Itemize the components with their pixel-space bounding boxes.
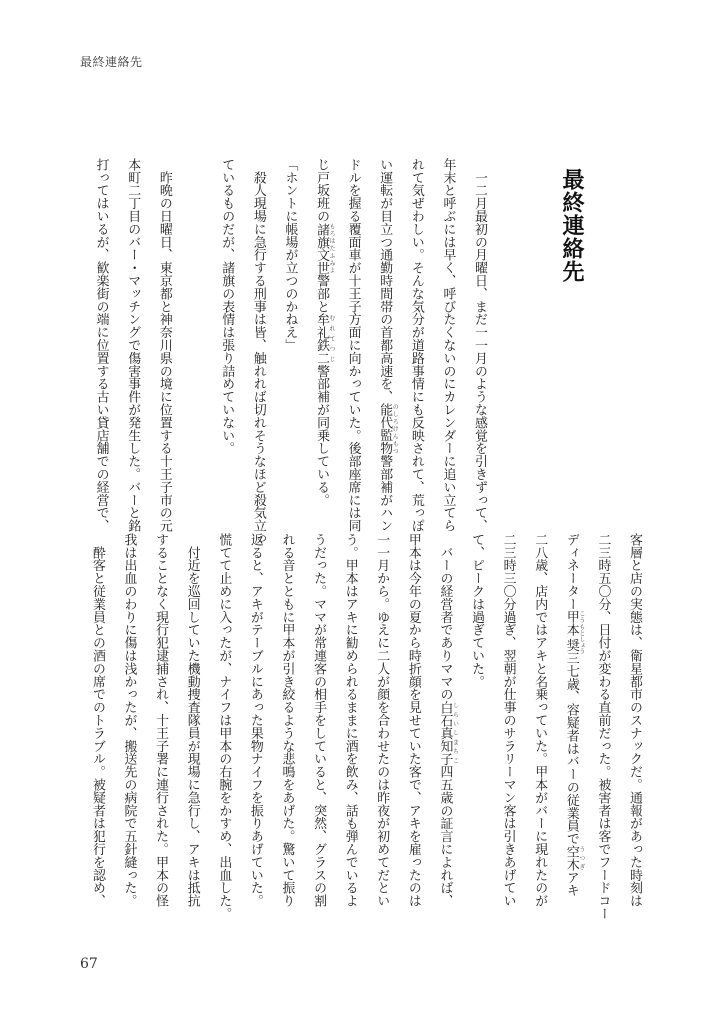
text-run: 昨晩の日曜日、東京都と神奈川県の境に位置する十王子市の元 — [156, 158, 172, 533]
text-column — [145, 533, 177, 908]
ruby-reading: こうもと — [577, 610, 585, 637]
text-column — [334, 533, 366, 908]
ruby-annotated-word — [314, 312, 336, 365]
text-column — [302, 533, 334, 908]
ruby-base: 諸旗文世 — [314, 222, 330, 275]
text-column — [429, 533, 461, 908]
text-column — [239, 533, 271, 908]
ruby-base: 甲本 — [563, 610, 579, 637]
text-run: 本町二丁目のバー・マッチングで傷害事件が発生した。バーと銘 — [125, 158, 141, 533]
text-column — [337, 158, 369, 533]
ruby-reading: しらいしまちこ — [451, 700, 459, 766]
text-column — [148, 158, 180, 533]
chapter-title: 最終連絡先 — [559, 168, 585, 283]
text-run: れる音とともに甲本が引き絞るような悲鳴をあげた。驚いて振り — [279, 533, 295, 908]
ruby-reading: うつぎ — [577, 845, 585, 871]
text-run: 二三時三〇分過ぎ、翌朝が仕事のサラリーマン客は引きあげてい — [500, 533, 516, 908]
text-run: じ戸坂班の — [314, 158, 330, 223]
text-run: バーの経営者でありママの — [437, 533, 453, 701]
text-column — [460, 533, 492, 905]
text-run: て、ピークは過ぎていた。 — [469, 533, 485, 688]
ruby-reading: むれてつじ — [328, 312, 336, 365]
text-run: 一二月最初の月曜日、まだ一一月のような感覚を引きずって、 — [472, 158, 487, 533]
text-run: アキ — [563, 870, 579, 897]
text-column — [176, 533, 208, 908]
text-run: 付近を巡回していた機動捜査隊員が現場に急行し、アキは抵抗 — [184, 533, 200, 908]
ruby-annotated-word — [437, 700, 459, 766]
bottom-text-block — [82, 533, 650, 920]
text-run: 警部補がハン — [377, 454, 393, 533]
text-column — [81, 533, 113, 908]
ruby-annotated-word — [563, 610, 585, 637]
text-run: 殺人現場に急行する刑事は皆、触れれば切れそうなほど殺気立っ — [250, 158, 266, 545]
text-column — [555, 533, 587, 905]
ruby-reading: しょう — [577, 636, 585, 655]
ruby-annotated-word — [563, 636, 585, 655]
text-column — [463, 158, 495, 533]
text-column — [397, 533, 429, 908]
text-column — [113, 533, 145, 908]
text-run: ドルを握る覆面車が十王子方面に向かっていた。後部座席には同 — [345, 158, 361, 533]
text-column — [618, 533, 650, 908]
text-column — [271, 533, 303, 908]
text-run: れて気ぜわしい。そんな気分が道路事情にも反映されて、荒っぽ — [408, 158, 424, 533]
text-run: 四五歳の証言によれば、 — [437, 765, 453, 908]
text-run: 警部補が同乗している。 — [314, 364, 330, 507]
text-run: 酔客と従業員との酒の席でのトラブル。被疑者は犯行を認め、 — [89, 533, 105, 908]
running-head-title: 最終連絡先 — [80, 55, 143, 69]
text-run: 一一月から。ゆえに二人が顔を合わせたのは昨夜が初めてだとい — [374, 533, 390, 908]
text-run: 「ホントに帳場が立つのかねえ」 — [282, 158, 298, 352]
text-run: ているものだが、諸旗の表情は張り詰めていない。 — [219, 158, 235, 455]
text-run: 慌てて止めに入ったが、ナイフは甲本の右腕をかすめ、出血した。 — [216, 533, 232, 920]
text-run: 返ると、アキがテーブルにあった果物ナイフを振りあげていた。 — [247, 533, 263, 908]
text-run: 三七歳、容疑者はバーの従業員で — [563, 651, 579, 846]
text-column — [305, 158, 337, 530]
text-column — [524, 533, 556, 908]
text-run: 警部と — [314, 274, 330, 313]
ruby-reading: もろはたふみよ — [328, 222, 336, 275]
ruby-annotated-word — [563, 845, 585, 871]
text-run: い運転が目立つ通勤時間帯の首都高速を、 — [377, 158, 393, 404]
text-run: ディネーター — [563, 533, 579, 611]
ruby-base: 牟礼鉄二 — [314, 312, 330, 365]
text-run: う。甲本はアキに勧められるままに酒を飲み、話も弾んでいるよ — [342, 533, 358, 908]
text-column — [242, 158, 274, 545]
text-run: することなく現行犯逮捕され、十王子署に連行された。甲本の怪 — [153, 533, 169, 908]
text-column — [432, 158, 464, 533]
top-text-block — [85, 158, 495, 545]
text-run: 打ってはいるが、歓楽街の端に位置する古い貸店舗での経営で、 — [93, 158, 109, 533]
text-column — [85, 158, 117, 533]
text-run: 甲本は今年の夏から時折顔を見せていた客で、アキを雇ったのは — [405, 533, 421, 908]
text-column — [208, 533, 240, 920]
ruby-annotated-word — [314, 222, 336, 275]
text-run: うだった。ママが常連客の相手をしていると、突然、グラスの割 — [311, 533, 327, 908]
text-column — [492, 533, 524, 908]
text-column — [117, 158, 149, 533]
text-column — [587, 533, 619, 920]
page-number: 67 — [80, 956, 98, 972]
text-run: 我は出血のわりに傷は浅かったが、搬送先の病院で五針縫った。 — [121, 533, 137, 908]
text-run: 二八歳、店内ではアキと名乗っていた。甲本がバーに現れたのが — [532, 533, 548, 908]
text-column — [211, 158, 243, 530]
ruby-reading: のしろけんもつ — [391, 403, 399, 455]
ruby-base: 白石真知子 — [437, 700, 453, 766]
blank-column — [180, 158, 211, 530]
text-column — [400, 158, 432, 533]
text-run: 客層と店の実態は、衛星都市のスナックだ。通報があった時刻は — [627, 533, 642, 908]
ruby-base: 空木 — [563, 845, 579, 871]
ruby-base: 能代監物 — [377, 403, 393, 455]
text-column — [274, 158, 306, 530]
ruby-base: 奨 — [563, 636, 579, 655]
ruby-annotated-word — [377, 403, 399, 455]
text-run: 二三時五〇分、日付が変わる直前だった。被害者は客でフードコー — [595, 533, 611, 920]
text-column — [366, 533, 398, 908]
text-run: 年末と呼ぶには早く、呼びたくないのにカレンダーに追い立てら — [440, 158, 456, 533]
text-column — [369, 158, 401, 533]
